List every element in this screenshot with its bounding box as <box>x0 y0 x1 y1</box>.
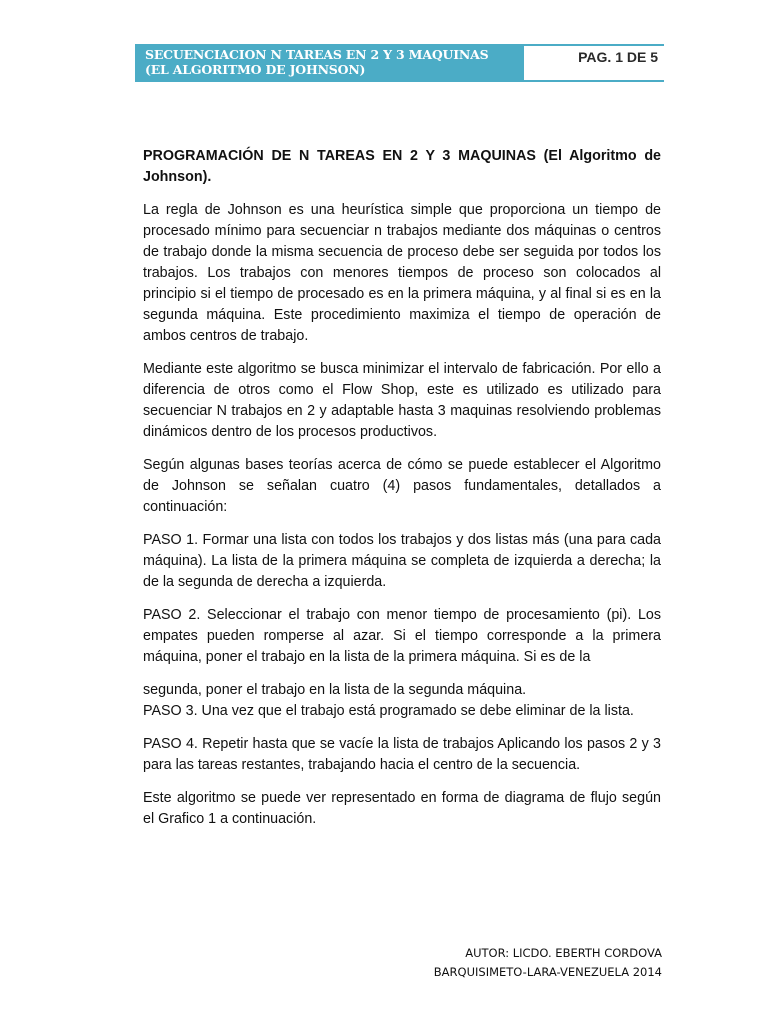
footer-author: AUTOR: LICDO. EBERTH CORDOVA <box>465 946 662 960</box>
paragraph-algorithm-purpose: Mediante este algoritmo se busca minimizar el intervalo de fabricación. Por ello a diferencia de otros como el Flow Shop, este es utilizado es utilizado para secuenciar N trabajos en 2 y adaptable hasta 3 maquinas resolviendo problemas dinámicos dentro de los procesos productivos. <box>143 361 661 440</box>
paragraph-step-4: PASO 4. Repetir hasta que se vacíe la lista de trabajos Aplicando los pasos 2 y 3 para las tareas restantes, trabajando hacia el centro de la secuencia. <box>143 736 661 773</box>
document-title-banner <box>135 44 524 82</box>
document-title-line1: SECUENCIACION N TAREAS EN 2 Y 3 MAQUINAS <box>145 47 489 62</box>
page-header <box>135 44 664 82</box>
paragraph-step-3: PASO 3. Una vez que el trabajo está programado se debe eliminar de la lista. <box>143 703 634 719</box>
section-heading: PROGRAMACIÓN DE N TAREAS EN 2 Y 3 MAQUINAS (El Algoritmo de Johnson). <box>143 148 661 185</box>
document-title-line2: (EL ALGORITMO DE JOHNSON) <box>145 62 366 77</box>
footer-location: BARQUISIMETO-LARA-VENEZUELA 2014 <box>433 965 662 979</box>
document-body <box>143 146 661 842</box>
paragraph-step-2-continued: segunda, poner el trabajo en la lista de la segunda máquina. <box>143 682 527 698</box>
paragraph-steps-intro: Según algunas bases teorías acerca de cómo se puede establecer el Algoritmo de Johnson se señalan cuatro (4) pasos fundamentales, detallados a continuación: <box>143 457 661 515</box>
paragraph-step-2: PASO 2. Seleccionar el trabajo con menor tiempo de procesamiento (pi). Los empates pueden romperse al azar. Si el tiempo corresponde a la primera máquina, poner el trabajo en la lista de la primera máquina. Si es de la <box>143 607 661 665</box>
paragraph-step-1: PASO 1. Formar una lista con todos los trabajos y dos listas más (una para cada máquina). La lista de la primera máquina se completa de izquierda a derecha; la de la segunda de derecha a izquierda. <box>143 532 661 590</box>
page-number: PAG. 1 DE 5 <box>524 44 664 82</box>
paragraph-diagram-reference: Este algoritmo se puede ver representado en forma de diagrama de flujo según el Grafico 1 a continuación. <box>143 790 661 827</box>
page-footer <box>434 944 662 982</box>
paragraph-johnson-rule: La regla de Johnson es una heurística simple que proporciona un tiempo de procesado mínimo para secuenciar n trabajos mediante dos máquinas o centros de trabajo donde la misma secuencia de proceso debe ser seguida por todos los trabajos. Los trabajos con menores tiempos de proceso son colocados al principio si el tiempo de procesado es en la primera máquina, y al final si es en la segunda máquina. Este procedimiento maximiza el tiempo de operación de ambos centros de trabajo. <box>143 202 661 344</box>
